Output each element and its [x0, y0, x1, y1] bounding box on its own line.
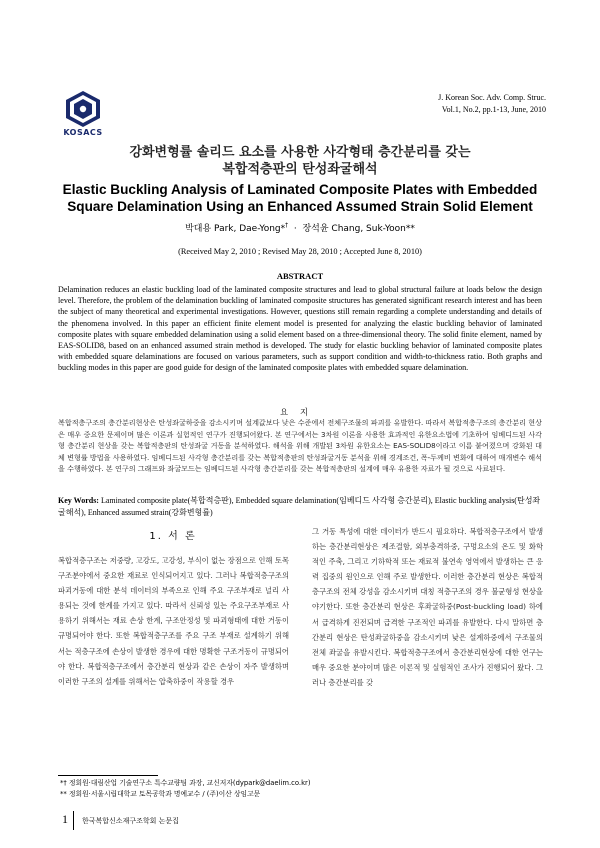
journal-logo	[52, 90, 114, 137]
section-heading: 1. 서 론	[149, 531, 197, 542]
hexagon-logo-icon	[63, 90, 103, 128]
body-column-left: 복합적층구조는 저중량, 고강도, 고강성, 부식이 없는 장점으로 인해 토목구조분야에서 중요한 재료로 인식되어지고 있다. 그러나 복합적층구조의 파괴거동에 대한 분석 데이터의 부족으로 인해 주요 구조부재로 널리 사용되는 것에 한계를 가지고 있다. 따라서 신뢰성 있는 주요구조부재로 사용하기 위해서는 재료 손상 한계, 구조안정성 및 파괴형태에 대한 거동이 규명되어야 한다. 또한 복합적층구조를 주요 구조 부재로 설계하기 위해서는 적층구조에 손상이 발생한 경우에 대한 명확한 구조거동이 규명되어야 한다. 복합적층구조에서 층간분리 현상과 같은 손상이 자주 발생하며 이러한 구조의 설계를 위해서는 압축하중이 작용할 경우	[58, 556, 289, 686]
footer-divider	[73, 811, 74, 830]
korean-title-line2: 복합적층판의 탄성좌굴해석	[222, 162, 378, 177]
corresponding-mark: †	[285, 222, 289, 229]
english-title-line2: Square Delamination Using an Enhanced Assumed Strain Solid Element	[67, 199, 533, 214]
journal-name: J. Korean Soc. Adv. Comp. Struc.	[438, 93, 546, 102]
footnotes	[60, 778, 500, 800]
body-column-right: 그 거동 특성에 대한 데이터가 반드시 필요하다. 복합적층구조에서 발생하는 층간분리현상은 제조결함, 외부충격하중, 구멍요소의 온도 및 화학적인 주축, 그리고 기하학적 또는 재료적 불연속 영역에서 발생하는 큰 응력 집중의 원인으로 인해 주로 발생한다. 이러한 층간분리 현상은 복합적층구조의 전체 강성을 감소시키며 대칭 적층구조의 경우 불균형성 현상을 야기한다. 또한 층간분리 현상은 후좌굴하중(Post-buckling load) 하에서 급격하게 진전되며 급격한 구조적인 파괴를 유발한다. 다시 말하면 층간분리 현상은 탄성좌굴하중을 감소시키며 낮은 설계하중에서 구조물의 전체 좌굴을 유발시킨다. 복합적층구조에서 층간분리현상에 대한 연구는 매우 중요한 분야이며 많은 이론적 및 실험적인 조사가 진행되어 왔다. 그러나 층간분리를 갖	[312, 527, 543, 687]
author-separator: ·	[293, 224, 297, 234]
keywords	[58, 495, 542, 518]
keywords-text: Laminated composite plate(복합적층판), Embedded square delamination(임베디드 사각형 층간분리), Elastic buckling analysis(탄성좌굴해석), Enhanced assumed strain(강화변형률)	[58, 496, 541, 517]
footnote-1: *† 정회원·대림산업 기술연구소 특수교량팀 과장, 교신저자(dypark@daelim.co.kr)	[60, 779, 311, 787]
footnote-2: ** 정회원·서울시립대학교 토목공학과 명예교수 / (주)이산 상임고문	[60, 790, 261, 798]
page-number: 1	[62, 812, 68, 826]
author1: 박대용 Park, Dae-Yong*	[185, 224, 286, 234]
received-dates: (Received May 2, 2010 ; Revised May 28, 2010 ; Accepted June 8, 2010)	[178, 247, 422, 256]
logo-text: KOSACS	[63, 128, 103, 137]
abstract-heading: ABSTRACT	[276, 271, 324, 281]
korean-title	[40, 144, 560, 178]
korean-abstract-heading: 요지	[279, 407, 321, 417]
korean-abstract-body: 복합적층구조의 층간분리현상은 탄성좌굴하중을 감소시키며 설계값보다 낮은 수준에서 전체구조물의 파괴를 유발한다. 따라서 복합적층구조의 층간분리 현상은 매우 중요한 문제이며 많은 이론과 실험적인 연구가 진행되어왔다. 본 연구에서는 3차원 이론을 사용한 효과적인 유한요소법에 기초하여 임베디드된 사각형 층간분리 현상을 갖는 복합적층판의 탄성좌굴 거동을 분석하였다. 해석을 위해 개발된 3차원 유한요소는 EAS-SOLID8이라고 이름 붙여졌으며 강화된 대체 변형률 방법을 사용하였다. 임베디드된 사각형 층간분리를 갖는 복합적층판의 탄성좌굴거동 분석을 위해 경계조건, 폭-두께비 변화에 대하여 매개변수 해석을 수행하였다. 본 연구의 그래프와 좌굴모드는 임베디드된 사각형 층간분리를 갖는 복합적층판의 설계에 매우 유용한 자료가 될 것으로 사료된다.	[58, 418, 542, 473]
authors	[40, 221, 560, 234]
journal-info	[346, 92, 546, 116]
keywords-label: Key Words:	[58, 496, 99, 505]
footnote-divider	[58, 775, 158, 776]
abstract-body: Delamination reduces an elastic buckling load of the laminated composite structures and lead to global structural failure at loads below the design level. Therefore, the problem of the delamination buckling of laminated composite structures has generated significant research interest and has been the subject of many theoretical and experimental investigations. However, questions still remain regarding a complete understanding and details of the phenomena involved. In this paper an efficient finite element model is presented for analyzing the elastic buckling behavior of laminated composite plates with square embedded delamination using a solid element based on a three-dimensional theory. The solid finite element, named by EAS-SOLID8, based on an enhanced assumed strain method is developed. The study for elastic buckling behavior of laminated composite plates with embedded square delaminations are focused on various parameters, such as support condition and width-to-thickness ratio. Both graphs and buckling modes in this paper are good guide for design of the laminated composite plates with embedded square delamination.	[58, 285, 542, 373]
english-title-line1: Elastic Buckling Analysis of Laminated Composite Plates with Embedded	[62, 182, 538, 197]
english-title	[40, 181, 560, 215]
footer-journal-name: 한국복합신소재구조학회 논문집	[82, 817, 179, 825]
author2: 장석윤 Chang, Suk-Yoon**	[302, 224, 415, 234]
korean-title-line1: 강화변형률 솔리드 요소를 사용한 사각형태 층간분리를 갖는	[129, 145, 471, 160]
journal-volume: Vol.1, No.2, pp.1-13, June, 2010	[441, 105, 546, 114]
